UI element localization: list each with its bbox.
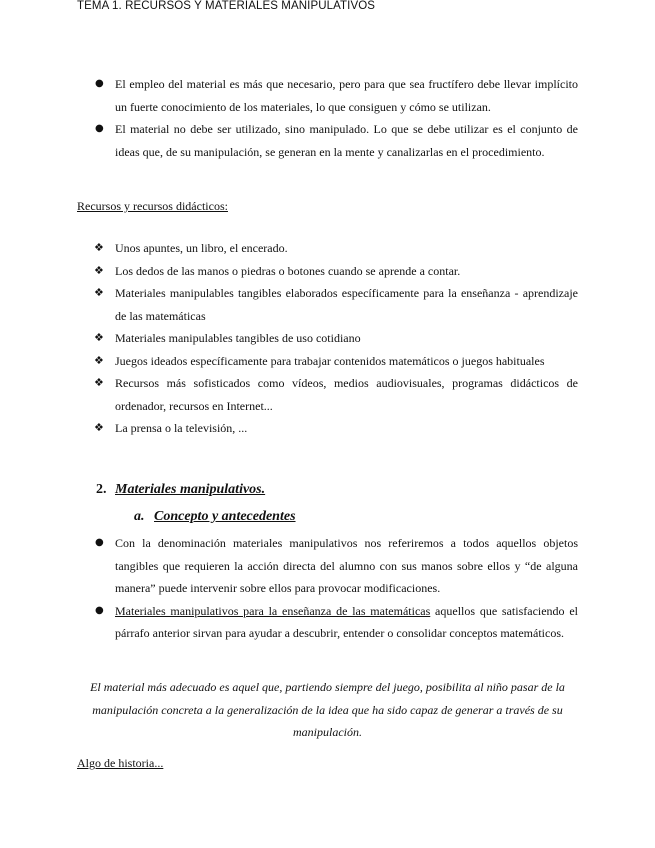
- section-number: 2.: [96, 482, 107, 497]
- list-item: [77, 237, 578, 260]
- list-item: [77, 260, 578, 283]
- list-item: [77, 372, 578, 417]
- intro-bullet-list: [77, 73, 578, 163]
- bullet-dot-icon: ●: [95, 78, 104, 89]
- underlined-term: Materiales manipulativos para la enseñanza de las matemáticas: [115, 603, 431, 618]
- list-item-text: El material no debe ser utilizado, sino manipulado. Lo que se debe utilizar es el conjunto de ideas que, de su manipulación, se generan en la mente y canalizarlas en el procedimiento.: [115, 122, 578, 159]
- list-item: [77, 532, 578, 600]
- list-item-text: Juegos ideados específicamente para trabajar contenidos matemáticos o juegos habituales: [115, 353, 545, 368]
- diamond-bullet-icon: ❖: [94, 331, 104, 344]
- list-item: [77, 282, 578, 327]
- history-heading: Algo de historia...: [77, 756, 164, 770]
- list-item-text: Unos apuntes, un libro, el encerado.: [115, 241, 288, 255]
- diamond-bullet-icon: ❖: [94, 241, 104, 254]
- diamond-bullet-icon: ❖: [94, 376, 104, 389]
- diamond-bullet-icon: ❖: [94, 263, 104, 277]
- quote-paragraph: El material más adecuado es aquel que, partiendo siempre del juego, posibilita al niño pasar de la manipulación concreta a la generalización de la idea que ha sido capaz de generar a través de su manipulación.: [90, 680, 565, 739]
- list-item: [77, 118, 578, 163]
- bullet-dot-icon: ●: [95, 604, 104, 616]
- section-title: Materiales manipulativos.: [115, 482, 266, 497]
- list-item-text: aquellos que satisfaciendo el párrafo anterior sirvan para ayudar a descubrir, entender o consolidar conceptos matemáticos.: [115, 603, 578, 640]
- list-item-text: El empleo del material es más que necesario, pero para que sea fructífero debe llevar implícito un fuerte conocimiento de los materiales, lo que consiguen y cómo se utilizan.: [115, 77, 578, 114]
- diamond-bullet-icon: ❖: [94, 286, 104, 299]
- section-heading: [96, 482, 265, 498]
- subsection-letter: a.: [134, 509, 145, 524]
- list-item: [77, 350, 578, 373]
- list-item: [77, 600, 578, 645]
- diamond-bullet-icon: ❖: [94, 421, 104, 434]
- list-item-text: Con la denominación materiales manipulativos nos referiremos a todos aquellos objetos tangibles que requieren la acción directa del alumno con sus manos sobre ellos y “de alguna manera” puede intervenir sobre ellos para provocar modificaciones.: [115, 536, 578, 595]
- recursos-list: [77, 237, 578, 440]
- list-item: [77, 327, 578, 350]
- list-item: [77, 73, 578, 118]
- subsection-title: Concepto y antecedentes: [154, 509, 296, 524]
- list-item-text: Materiales manipulables tangibles elaborados específicamente para la enseñanza - aprendizaje de las matemáticas: [115, 286, 578, 323]
- concept-bullet-list: [77, 532, 578, 645]
- list-item-text: Materiales manipulables tangibles de uso cotidiano: [115, 331, 361, 345]
- running-header: TEMA 1. RECURSOS Y MATERIALES MANIPULATIVOS: [77, 0, 376, 12]
- list-item: [77, 417, 578, 440]
- list-item-text: Recursos más sofisticados como vídeos, medios audiovisuales, programas didácticos de ordenador, recursos en Internet...: [115, 376, 578, 413]
- list-item-text: La prensa o la televisión, ...: [115, 421, 248, 435]
- diamond-bullet-icon: ❖: [94, 353, 104, 367]
- bullet-dot-icon: ●: [95, 123, 104, 134]
- bullet-dot-icon: ●: [95, 537, 104, 548]
- subsection-heading: [134, 509, 296, 525]
- recursos-heading: Recursos y recursos didácticos:: [77, 199, 228, 213]
- list-item-text: Los dedos de las manos o piedras o botones cuando se aprende a contar.: [115, 263, 461, 278]
